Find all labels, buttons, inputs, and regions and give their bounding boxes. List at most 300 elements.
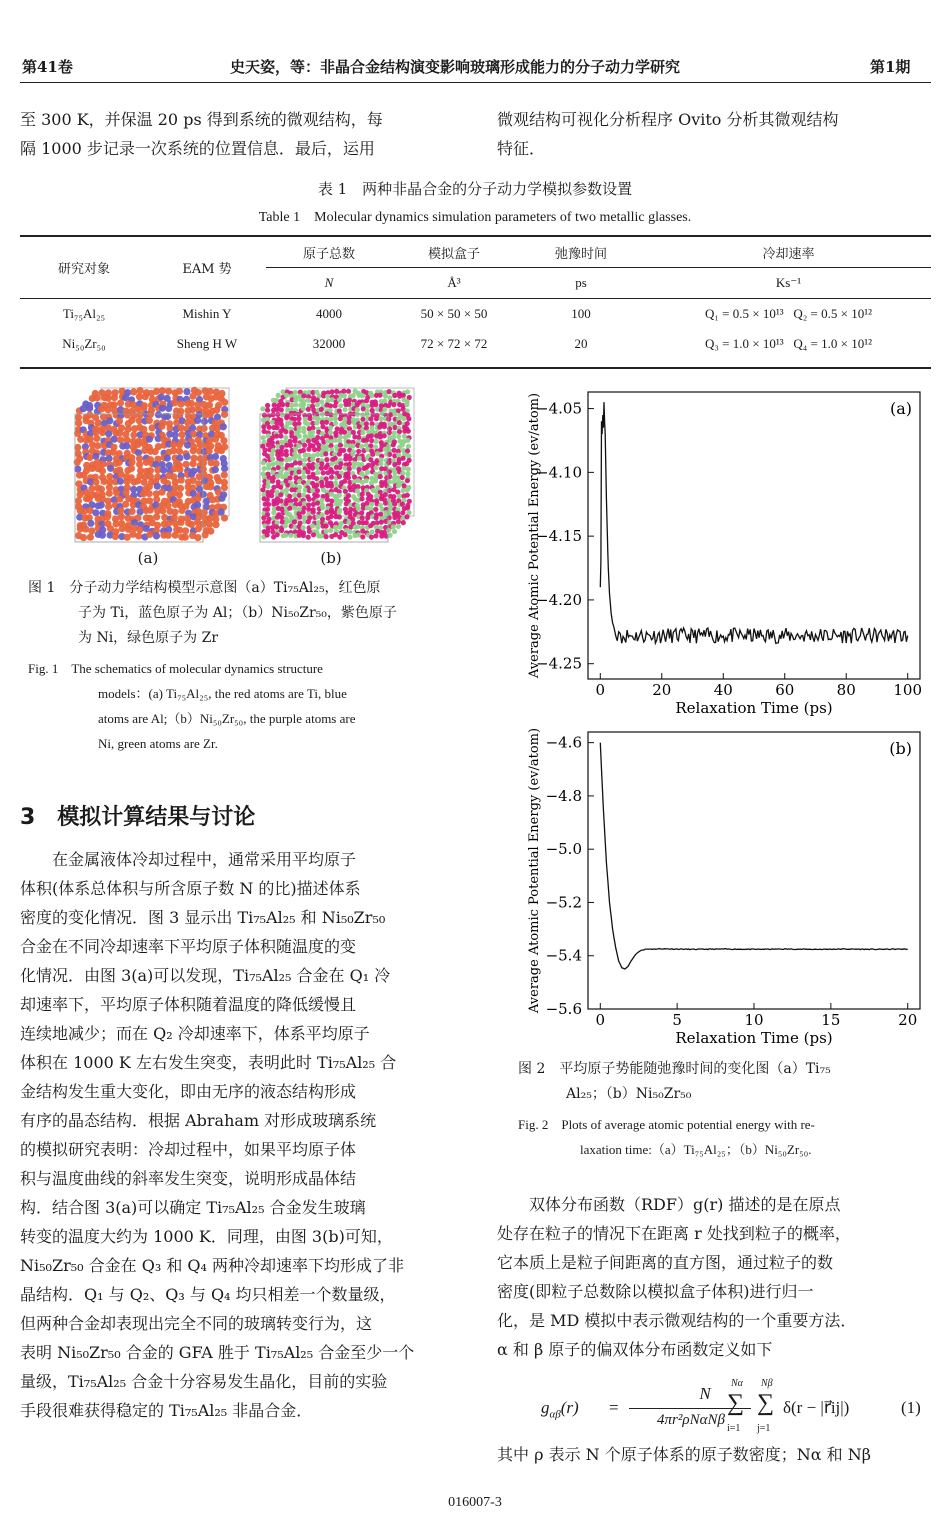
atom	[116, 496, 123, 503]
atom	[279, 422, 284, 427]
atom	[154, 483, 161, 490]
atom	[333, 438, 338, 443]
atom	[176, 448, 183, 455]
atom	[270, 479, 275, 484]
atom	[129, 508, 136, 515]
atom	[284, 424, 289, 429]
atom	[293, 402, 298, 407]
atom	[137, 411, 144, 418]
atom	[99, 429, 106, 436]
atom	[343, 489, 348, 494]
atom	[293, 390, 298, 395]
atom	[369, 425, 374, 430]
sum-outer-top: Nα	[731, 1378, 743, 1389]
unit-rate: Ks⁻¹	[775, 275, 802, 290]
atom	[276, 465, 281, 470]
atom	[337, 451, 342, 456]
atom	[359, 496, 364, 501]
atom	[301, 438, 306, 443]
atom	[296, 429, 301, 434]
atom	[201, 418, 208, 425]
atom	[146, 490, 153, 497]
atom	[373, 478, 378, 483]
atom	[301, 470, 306, 475]
atom	[364, 465, 369, 470]
atom	[338, 416, 343, 421]
x-tick-label: 100	[893, 681, 923, 699]
atom	[279, 528, 284, 533]
atom	[378, 461, 383, 466]
atom	[396, 453, 401, 458]
atom	[368, 416, 373, 421]
atom	[333, 421, 338, 426]
atom	[405, 478, 410, 483]
sum-outer-bottom: i=1	[727, 1423, 741, 1434]
y-tick-label: −4.20	[536, 590, 582, 609]
atom	[116, 429, 123, 436]
atom	[378, 512, 383, 517]
atom	[369, 393, 374, 398]
atom	[343, 532, 348, 537]
atom	[105, 503, 112, 510]
rdf-equation	[497, 1378, 932, 1438]
atom	[386, 528, 391, 533]
atom	[288, 533, 293, 538]
atom	[274, 524, 279, 529]
atom	[88, 527, 95, 534]
atom	[352, 420, 357, 425]
header-atoms: 原子总数	[302, 246, 355, 262]
atom	[396, 483, 401, 488]
atom	[164, 455, 171, 462]
figure1-label-b: (b)	[320, 549, 342, 567]
atom	[320, 505, 325, 510]
atom	[189, 393, 196, 400]
atom	[283, 429, 288, 434]
atom	[360, 534, 365, 539]
atom	[364, 520, 369, 525]
atom	[146, 497, 153, 504]
atom	[324, 534, 329, 539]
atom	[301, 429, 306, 434]
atom	[400, 502, 405, 507]
atom	[397, 429, 402, 434]
figure2-caption-en: Fig. 2 Plots of average atomic potential energy with re- laxation time:（a）Ti₇₅Al₂₅；（b）Ni₅₀Zr₅₀.	[518, 1117, 815, 1157]
atom	[378, 393, 383, 398]
section-title: 3 模拟计算结果与讨论	[20, 805, 256, 830]
atom	[278, 492, 283, 497]
atom	[270, 456, 275, 461]
atom	[266, 502, 271, 507]
atom	[293, 460, 298, 465]
atom	[274, 501, 279, 506]
atom	[392, 501, 397, 506]
panel-label: (a)	[889, 399, 912, 418]
atom	[135, 532, 142, 539]
atom	[387, 488, 392, 493]
table-caption-en: Table 1 Molecular dynamics simulation parameters of two metallic glasses.	[258, 210, 692, 225]
atom	[330, 470, 335, 475]
atom	[292, 438, 297, 443]
header-potential: EAM 势	[182, 262, 232, 277]
atom	[365, 515, 370, 520]
atom	[379, 520, 384, 525]
running-title: 史天姿，等：非晶合金结构演变影响玻璃形成能力的分子动力学研究	[230, 58, 681, 76]
atom	[288, 443, 293, 448]
atom	[305, 422, 310, 427]
x-tick-label: 80	[836, 681, 856, 699]
atom	[360, 515, 365, 520]
atom	[266, 465, 271, 470]
atom	[310, 430, 315, 435]
atom	[218, 447, 225, 454]
atom	[368, 523, 373, 528]
atom	[401, 456, 406, 461]
page-number: 016007-3	[448, 1495, 502, 1510]
atom	[347, 529, 352, 534]
atom	[391, 402, 396, 407]
atom	[400, 442, 405, 447]
atom	[278, 433, 283, 438]
figure1-caption-en: Fig. 1 The schematics of molecular dynamics structure models：(a) Ti₇₅Al₂₅, the red atoms are Ti, blue atoms are Al;（b）Ni₅₀Zr₅₀, the purple atoms are Ni, green atoms are Zr.	[28, 661, 356, 751]
atom	[391, 442, 396, 447]
atom	[396, 524, 401, 529]
x-axis-label: Relaxation Time (ps)	[675, 699, 833, 717]
atom	[87, 520, 94, 527]
equation-equals: =	[609, 1398, 619, 1417]
atom	[194, 501, 201, 508]
atom	[301, 533, 306, 538]
atom	[310, 523, 315, 528]
atom	[106, 490, 113, 497]
atom	[351, 393, 356, 398]
atom	[392, 430, 397, 435]
atom	[370, 452, 375, 457]
atom	[314, 420, 319, 425]
atom	[305, 398, 310, 403]
atom	[92, 478, 99, 485]
atom	[188, 471, 195, 478]
issue-label: 第1期	[870, 58, 911, 76]
after-equation-line: 其中 ρ 表示 N 个原子体系的原子数密度；Nα 和 Nβ	[497, 1445, 871, 1464]
atom	[404, 461, 409, 466]
atom	[269, 452, 274, 457]
atom	[284, 487, 289, 492]
atom	[195, 525, 202, 532]
atom	[212, 453, 219, 460]
atom	[86, 454, 93, 461]
atom	[319, 399, 324, 404]
atom	[338, 443, 343, 448]
y-tick-label: −4.10	[536, 463, 582, 482]
atom	[270, 529, 275, 534]
atom	[178, 507, 185, 514]
atom	[143, 525, 150, 532]
atom	[201, 425, 208, 432]
atom	[325, 470, 330, 475]
atom	[383, 393, 388, 398]
atom	[260, 406, 265, 411]
atom	[405, 389, 410, 394]
atom	[329, 475, 334, 480]
atom	[379, 483, 384, 488]
atom	[386, 417, 391, 422]
atom	[146, 531, 153, 538]
atom	[306, 407, 311, 412]
equation-denominator: 4πr²ρNαNβ	[657, 1412, 725, 1428]
atom	[324, 524, 329, 529]
atom	[400, 510, 405, 515]
atom	[280, 402, 285, 407]
atom	[212, 436, 219, 443]
atom	[337, 510, 342, 515]
atom	[146, 436, 153, 443]
atom	[272, 403, 277, 408]
atom	[265, 497, 270, 502]
atom	[80, 405, 87, 412]
atom	[378, 474, 383, 479]
atom	[308, 416, 313, 421]
atom	[301, 474, 306, 479]
atom	[153, 532, 160, 539]
y-axis-label: Average Atomic Potential Energy (ev/atom)	[527, 392, 542, 679]
atom	[93, 435, 100, 442]
parameter-table	[20, 237, 931, 359]
atom	[287, 457, 292, 462]
atom	[315, 501, 320, 506]
atom	[360, 430, 365, 435]
atom	[306, 447, 311, 452]
atom	[325, 394, 330, 399]
header-object: 研究对象	[57, 262, 110, 277]
atom	[392, 529, 397, 534]
atom	[356, 506, 361, 511]
atom	[285, 483, 290, 488]
atom	[213, 406, 220, 413]
atom	[152, 448, 159, 455]
atom	[346, 389, 351, 394]
atom	[310, 457, 315, 462]
atom	[171, 399, 178, 406]
atom	[270, 420, 275, 425]
top-paragraph-left: 至 300 K，并保温 20 ps 得到系统的微观结构，每 隔 1000 步记录一次系统的位置信息．最后，运用	[20, 110, 383, 158]
atom	[387, 469, 392, 474]
atom	[405, 471, 410, 476]
equation-lhs: $g_{\alpha\beta}(r)$	[541, 1398, 579, 1421]
atom	[352, 474, 357, 479]
atom	[387, 389, 392, 394]
atom	[111, 394, 118, 401]
atom	[116, 459, 123, 466]
equation-number: (1)	[901, 1398, 921, 1417]
atom	[382, 433, 387, 438]
atom	[188, 521, 195, 528]
atom	[382, 424, 387, 429]
y-tick-label: −4.15	[536, 527, 582, 546]
atom	[401, 520, 406, 525]
atom	[334, 460, 339, 465]
atom	[333, 525, 338, 530]
table-row: Ti₇₅Al₂₅ Mishin Y 4000 50 × 50 × 50 100 Q₁ = 0.5 × 10¹³ Q₂ = 0.5 × 10¹²	[20, 299, 931, 330]
atom	[356, 435, 361, 440]
atom	[130, 388, 137, 395]
atom	[350, 451, 355, 456]
atom	[319, 466, 324, 471]
atom	[374, 465, 379, 470]
atom	[392, 393, 397, 398]
atom	[328, 528, 333, 533]
atom	[265, 532, 270, 537]
atom	[112, 533, 119, 540]
y-tick-label: −5.6	[545, 1000, 582, 1018]
atom	[311, 510, 316, 515]
atom	[182, 527, 189, 534]
atom	[98, 405, 105, 412]
atom	[122, 501, 129, 508]
atom	[92, 429, 99, 436]
atom	[212, 466, 219, 473]
top-paragraph-right: 微观结构可视化分析程序 Ovito 分析其微观结构 特征．	[497, 110, 839, 158]
atom	[274, 421, 279, 426]
atom	[310, 466, 315, 471]
atom	[265, 507, 270, 512]
atom	[128, 459, 135, 466]
atom	[360, 417, 365, 422]
atom	[351, 430, 356, 435]
y-tick-label: −4.6	[545, 733, 582, 752]
atom	[117, 478, 124, 485]
atom	[177, 485, 184, 492]
atom	[159, 405, 166, 412]
atom	[182, 534, 189, 541]
atom	[400, 475, 405, 480]
atom	[329, 389, 334, 394]
atom	[279, 515, 284, 520]
atom	[176, 491, 183, 498]
atom	[194, 495, 201, 502]
atom	[369, 535, 374, 540]
atom	[136, 526, 143, 533]
atom	[130, 431, 137, 438]
atom	[293, 447, 298, 452]
atom	[396, 519, 401, 524]
atom	[177, 519, 184, 526]
atom	[190, 447, 197, 454]
y-tick-label: −5.0	[545, 840, 582, 859]
atom	[306, 535, 311, 540]
energy-series-line	[600, 743, 907, 969]
atom	[315, 525, 320, 530]
atom	[397, 494, 402, 499]
atom	[265, 484, 270, 489]
figure1-label-a: (a)	[137, 549, 159, 567]
atom	[333, 403, 338, 408]
atom	[105, 406, 112, 413]
atom	[276, 393, 281, 398]
atom	[347, 535, 352, 540]
atom	[346, 520, 351, 525]
atom	[373, 507, 378, 512]
atom	[301, 510, 306, 515]
atom	[386, 403, 391, 408]
atom	[94, 394, 101, 401]
atom	[158, 489, 165, 496]
figure2-caption-cn: 图 2 平均原子势能随弛豫时间的变化图（a）Ti₇₅ Al₂₅；（b）Ni₅₀Zr₅₀	[518, 1061, 831, 1102]
atom	[260, 487, 265, 492]
atom	[283, 435, 288, 440]
atom	[373, 533, 378, 538]
atom	[178, 401, 185, 408]
atom	[183, 461, 190, 468]
atom	[360, 492, 365, 497]
atom	[337, 474, 342, 479]
atom	[179, 431, 186, 438]
atom	[119, 525, 126, 532]
atom	[329, 461, 334, 466]
equation-body: δ(r − |r⃗ij|)	[783, 1398, 850, 1417]
atom	[99, 467, 106, 474]
atom	[364, 438, 369, 443]
x-tick-label: 0	[595, 1011, 606, 1029]
atom	[405, 505, 410, 510]
atom	[194, 534, 201, 541]
x-tick-label: 40	[713, 681, 733, 699]
atom	[278, 485, 283, 490]
atom	[357, 456, 362, 461]
atom	[342, 393, 347, 398]
atom	[265, 403, 270, 408]
atom	[206, 521, 213, 528]
atom	[165, 532, 172, 539]
atom	[392, 411, 397, 416]
energy-chart-a	[490, 380, 940, 720]
atom	[149, 424, 156, 431]
atom	[297, 479, 302, 484]
ni-zr-model-cube	[260, 388, 414, 542]
volume-label: 第41卷	[22, 58, 73, 76]
atom	[337, 525, 342, 530]
atom	[292, 505, 297, 510]
atom	[123, 442, 130, 449]
atom	[346, 433, 351, 438]
atom	[406, 467, 411, 472]
atom	[379, 534, 384, 539]
atom	[221, 399, 228, 406]
unit-atoms: N	[324, 275, 334, 290]
x-tick-label: 0	[595, 681, 606, 699]
atom	[207, 483, 214, 490]
atom	[261, 515, 266, 520]
x-tick-label: 60	[775, 681, 795, 699]
atom	[307, 529, 312, 534]
atom	[283, 533, 288, 538]
atom	[266, 442, 271, 447]
atom	[128, 417, 135, 424]
atom	[146, 483, 153, 490]
atom	[278, 429, 283, 434]
atom	[221, 465, 228, 472]
atom	[293, 497, 298, 502]
atom	[337, 465, 342, 470]
atom	[137, 387, 144, 394]
atom	[341, 448, 346, 453]
atom	[134, 441, 141, 448]
atom	[369, 438, 374, 443]
atom	[279, 407, 284, 412]
atom	[356, 449, 361, 454]
atom	[143, 459, 150, 466]
atom	[337, 534, 342, 539]
